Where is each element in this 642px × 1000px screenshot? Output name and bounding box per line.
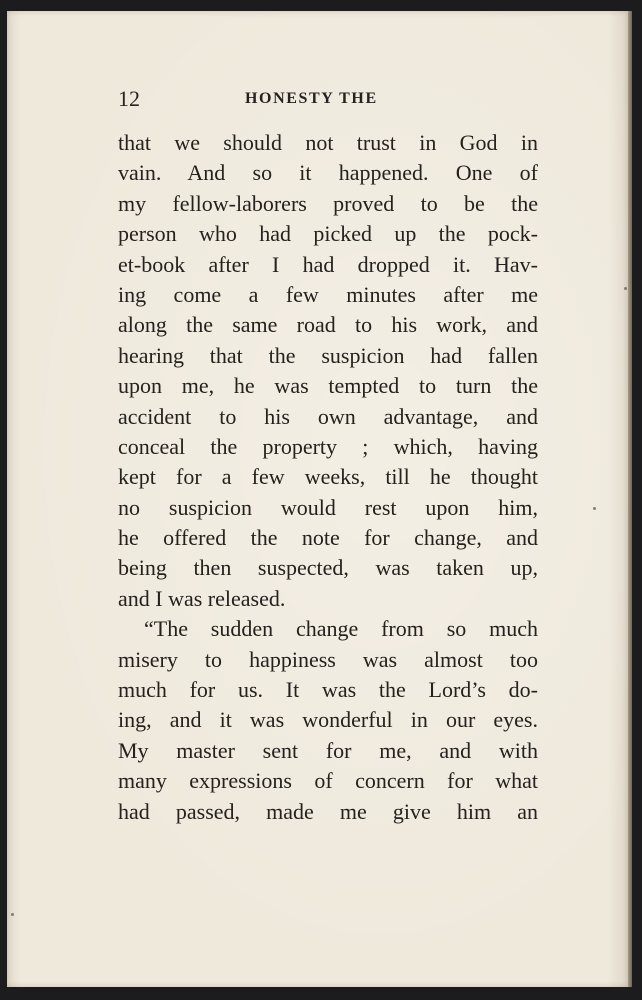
text-line: much for us. It was the Lord’s do- xyxy=(118,677,538,703)
body-text xyxy=(118,128,538,827)
text-line: misery to happiness was almost too xyxy=(118,646,538,672)
text-line: kept for a few weeks, till he thought xyxy=(118,464,538,490)
text-line: he offered the note for change, and xyxy=(118,525,538,551)
text-line: many expressions of concern for what xyxy=(118,768,538,794)
paragraph-end-line: and I was released. xyxy=(118,585,286,611)
paper-speck xyxy=(593,507,596,510)
text-line: being then suspected, was taken up, xyxy=(118,555,538,581)
paper-speck xyxy=(11,913,14,916)
page-number: 12 xyxy=(118,86,140,111)
text-line: My master sent for me, and with xyxy=(118,737,538,763)
text-line: upon me, he was tempted to turn the xyxy=(118,373,538,399)
text-line: hearing that the suspicion had fallen xyxy=(118,342,538,368)
text-line: vain. And so it happened. One of xyxy=(118,160,538,186)
text-line: conceal the property ; which, having xyxy=(118,433,538,459)
text-line: ing come a few minutes after me xyxy=(118,281,538,307)
text-line: no suspicion would rest upon him, xyxy=(118,494,538,520)
text-line: along the same road to his work, and xyxy=(118,312,538,338)
text-line: had passed, made me give him an xyxy=(118,798,538,824)
paper-speck xyxy=(624,287,627,290)
paragraph-start-line: “The sudden change from so much xyxy=(144,616,538,642)
running-head-title: HONESTY THE xyxy=(245,90,378,107)
text-line: that we should not trust in God in xyxy=(118,130,538,155)
text-line: person who had picked up the pock- xyxy=(118,221,538,247)
text-line: ing, and it was wonderful in our eyes. xyxy=(118,707,538,733)
running-head xyxy=(118,86,538,114)
text-line: my fellow-laborers proved to be the xyxy=(118,190,538,216)
text-line: accident to his own advantage, and xyxy=(118,403,538,429)
text-line: et-book after I had dropped it. Hav- xyxy=(118,251,538,277)
